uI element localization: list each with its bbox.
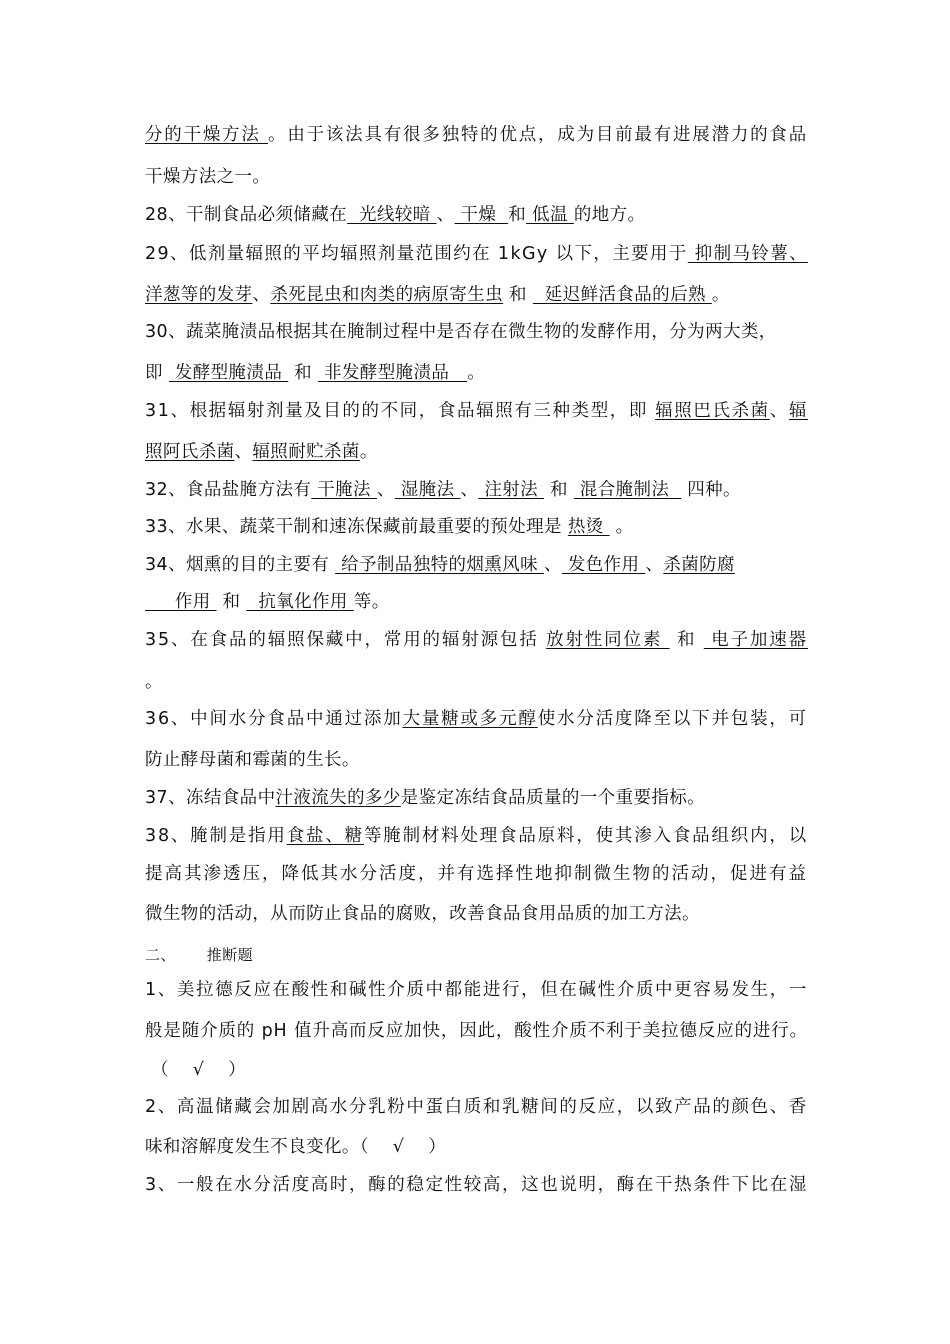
answer-blank: 热烫: [567, 517, 610, 537]
text-line: [145, 203, 645, 227]
text-segment: 。: [711, 285, 730, 305]
text-segment: 使水分活度降至以下并包装，可: [537, 709, 808, 729]
text-line: [145, 553, 735, 577]
text-segment: 、: [252, 285, 271, 305]
text-segment: 36、中间水分食品中通过添加: [145, 709, 403, 729]
text-line: [145, 399, 808, 423]
text-line: [145, 707, 808, 731]
text-line: [145, 1173, 808, 1197]
text-segment: 和: [503, 285, 533, 305]
answer-blank: 大量糖或多元醇: [402, 709, 538, 729]
text-segment: 微生物的活动，从而防止食品的腐败，改善食品食用品质的加工方法。: [145, 904, 700, 924]
text-segment: 、: [436, 205, 455, 225]
text-segment: 、: [769, 401, 789, 421]
text-line: [145, 283, 730, 307]
text-segment: 、: [460, 480, 479, 500]
text-segment: 34、烟熏的目的主要有: [145, 555, 336, 575]
answer-blank: 湿腌法: [394, 480, 461, 500]
text-segment: 味和溶解度发生不良变化。（ √ ）: [145, 1137, 447, 1157]
text-segment: 、: [234, 442, 253, 462]
answer-blank: 电子加速器: [703, 630, 808, 650]
text-line: [145, 320, 777, 344]
text-line: [145, 628, 808, 652]
text-line: [145, 824, 808, 848]
text-segment: 33、水果、蔬菜干制和速冻保藏前最重要的预处理是: [145, 517, 568, 537]
answer-blank: 抑制马铃薯、: [687, 244, 808, 264]
text-segment: 30、蔬菜腌渍品根据其在腌制过程中是否存在微生物的发酵作用，分为两大类，: [145, 322, 777, 342]
text-segment: 28、干制食品必须储藏在: [145, 205, 348, 225]
text-segment: 。: [467, 363, 486, 383]
text-segment: 38、腌制是指用: [145, 826, 287, 846]
text-segment: 35、在食品的辐照保藏中，常用的辐射源包括: [145, 630, 547, 650]
answer-blank: 杀死昆虫和肉类的病原寄生虫: [270, 285, 504, 305]
text-line: [145, 1019, 808, 1043]
text-segment: 四种。: [681, 480, 741, 500]
text-segment: 等腌制材料处理食品原料，使其渗入食品组织内，以: [363, 826, 808, 846]
text-segment: 37、冻结食品中: [145, 788, 276, 808]
text-segment: 和: [288, 363, 319, 383]
text-segment: 和: [508, 205, 527, 225]
text-segment: 1、美拉德反应在酸性和碱性介质中都能进行，但在碱性介质中更容易发生，一: [145, 980, 808, 1000]
answer-blank: 抗氧化作用: [246, 592, 354, 612]
text-segment: 即: [145, 363, 169, 383]
answer-blank: 照阿氏杀菌: [145, 442, 235, 462]
answer-blank: 分的干燥方法: [145, 125, 269, 145]
answer-blank: 混合腌制法: [573, 480, 682, 500]
text-line: [145, 670, 163, 694]
answer-blank: 辐: [788, 401, 808, 421]
answer-blank: 发酵型腌渍品: [168, 363, 289, 383]
text-segment: 二、 推断题: [145, 946, 254, 964]
text-line: [145, 440, 378, 464]
text-segment: 。: [145, 672, 163, 692]
answer-blank: 注射法: [478, 480, 545, 500]
text-line: [145, 786, 705, 810]
answer-blank: 洋葱等的发芽: [145, 285, 253, 305]
text-segment: 、: [645, 555, 664, 575]
answer-blank: 延迟鲜活食品的后熟: [532, 285, 712, 305]
answer-blank: 放射性同位素: [546, 630, 670, 650]
text-line: [145, 1135, 446, 1159]
text-segment: 31、根据辐射剂量及目的的不同，食品辐照有三种类型，即: [145, 401, 656, 421]
text-segment: 29、低剂量辐照的平均辐照剂量范围约在 1kGy 以下，主要用于: [145, 244, 688, 264]
text-segment: 32、食品盐腌方法有: [145, 480, 312, 500]
text-segment: 干燥方法之一。: [145, 167, 271, 187]
answer-blank: 给予制品独特的烟熏风味: [335, 555, 544, 575]
text-segment: 般是随介质的 pH 值升高而反应加快，因此，酸性介质不利于美拉德反应的进行。: [145, 1021, 808, 1041]
answer-blank: 干腌法: [311, 480, 377, 500]
answer-blank: 发色作用: [561, 555, 646, 575]
text-segment: （ √ ）: [145, 1060, 247, 1080]
text-segment: 、: [543, 555, 562, 575]
text-segment: 和: [216, 592, 247, 612]
text-segment: 提高其渗透压，降低其水分活度，并有选择性地抑制微生物的活动，促进有益: [145, 864, 808, 884]
text-segment: 和: [544, 480, 574, 500]
answer-blank: 汁液流失的多少: [275, 788, 401, 808]
text-line: [145, 242, 808, 266]
text-segment: 的地方。: [573, 205, 646, 225]
text-segment: 是鉴定冻结食品质量的一个重要指标。: [400, 788, 706, 808]
text-line: [145, 165, 270, 189]
answer-blank: 辐照巴氏杀菌: [655, 401, 770, 421]
text-line: [145, 943, 253, 967]
text-line: [145, 590, 390, 614]
text-segment: 。: [609, 517, 634, 537]
text-line: [145, 978, 808, 1002]
text-segment: 2、高温储藏会加剧高水分乳粉中蛋白质和乳糖间的反应，以致产品的颜色、香: [145, 1097, 808, 1117]
text-segment: 、: [376, 480, 395, 500]
answer-blank: 作用: [145, 592, 217, 612]
answer-blank: 食盐、糖: [286, 826, 364, 846]
text-segment: 。: [359, 442, 378, 462]
text-segment: 防止酵母菌和霉菌的生长。: [145, 750, 360, 770]
text-line: [145, 1058, 246, 1082]
text-line: [145, 361, 485, 385]
answer-blank: 杀菌防腐: [663, 555, 735, 575]
text-segment: 。由于该法具有很多独特的优点，成为目前最有进展潜力的食品: [268, 125, 808, 145]
text-line: [145, 1095, 808, 1119]
text-line: [145, 902, 700, 926]
text-line: [145, 478, 741, 502]
text-line: [145, 862, 808, 886]
answer-blank: 干燥: [454, 205, 509, 225]
answer-blank: 低温: [526, 205, 574, 225]
text-line: [145, 748, 360, 772]
answer-blank: 辐照耐贮杀菌: [252, 442, 360, 462]
text-segment: 和: [669, 630, 704, 650]
text-line: [145, 515, 633, 539]
answer-blank: 非发酵型腌渍品: [318, 363, 468, 383]
text-line: [145, 123, 808, 147]
text-segment: 3、一般在水分活度高时，酶的稳定性较高，这也说明，酶在干热条件下比在湿: [145, 1175, 808, 1195]
answer-blank: 光线较暗: [347, 205, 437, 225]
text-segment: 等。: [353, 592, 390, 612]
